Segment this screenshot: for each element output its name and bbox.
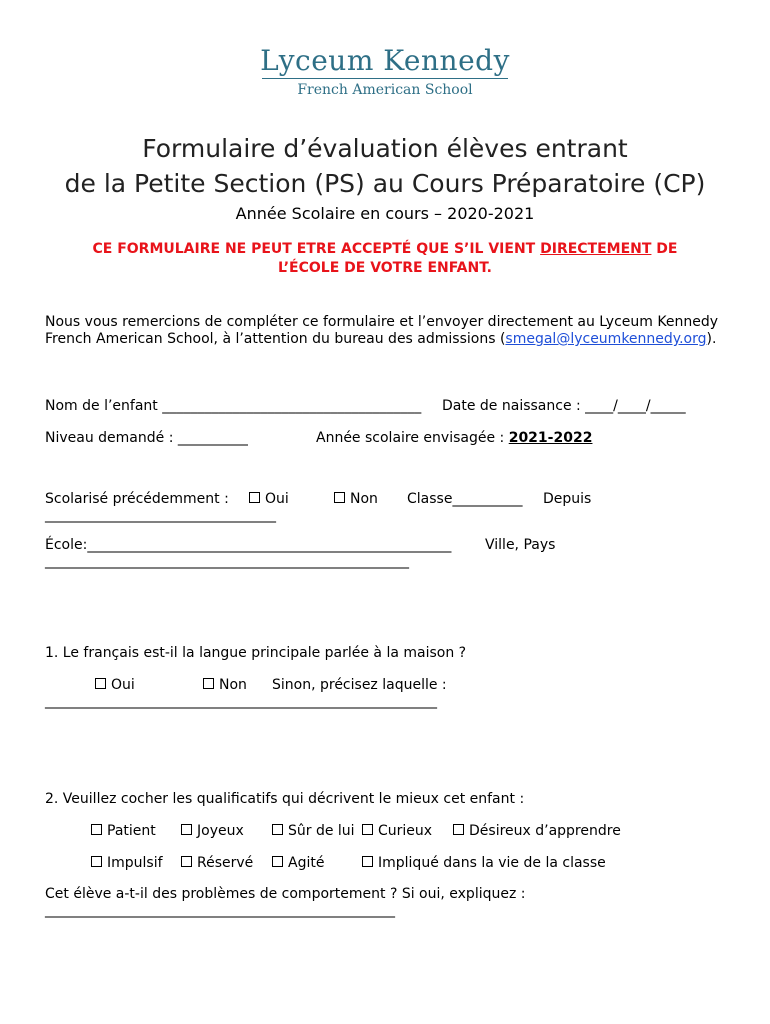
checkbox-icon[interactable] [203,678,214,689]
admissions-email-link[interactable]: smegal@lyceumkennedy.org [505,331,707,347]
schooled-no-checkbox[interactable]: Non [334,491,378,507]
checkbox-icon[interactable] [95,678,106,689]
since-label: Depuis [543,491,592,507]
q2-option-desireux[interactable]: Désireux d’apprendre [453,823,621,839]
checkbox-icon[interactable] [272,824,283,835]
birthdate-field[interactable]: Date de naissance : ____/____/_____ [442,398,686,414]
school-year-current: Année Scolaire en cours – 2020-2021 [235,204,535,223]
q2-option-patient[interactable]: Patient [91,823,156,839]
child-name-field[interactable]: Nom de l’enfant _____________________________________ [45,398,422,414]
checkbox-icon[interactable] [362,856,373,867]
school-logo-subtitle: French American School [297,82,473,98]
schooled-label: Scolarisé précédemment : [45,491,229,507]
intended-year-value: 2021-2022 [508,430,593,446]
checkbox-icon[interactable] [181,856,192,867]
city-country-field[interactable]: ____________________________________________________ [45,553,409,569]
since-field[interactable]: _________________________________ [45,507,276,523]
checkbox-icon[interactable] [272,856,283,867]
question-1: 1. Le français est-il la langue principale parlée à la maison ? [45,645,467,661]
checkbox-icon[interactable] [181,824,192,835]
q2-option-joyeux[interactable]: Joyeux [181,823,244,839]
intended-school-year: Année scolaire envisagée : 2021-2022 [316,430,593,446]
q1-yes-checkbox[interactable]: Oui [95,677,135,693]
city-country-label: Ville, Pays [485,537,556,553]
q1-which-field[interactable]: ________________________________________________________ [45,693,437,709]
form-title-line2: de la Petite Section (PS) au Cours Préparatoire (CP) [64,169,706,198]
checkbox-icon[interactable] [91,856,102,867]
warning-line1: CE FORMULAIRE NE PEUT ETRE ACCEPTÉ QUE S’IL VIENT DIRECTEMENT DE [92,241,678,257]
checkbox-icon[interactable] [453,824,464,835]
logo-divider [262,78,508,79]
question-2: 2. Veuillez cocher les qualificatifs qui décrivent le mieux cet enfant : [45,791,525,807]
school-field[interactable]: École:____________________________________________________ [45,537,452,553]
q2-option-sur-de-lui[interactable]: Sûr de lui [272,823,355,839]
schooled-yes-checkbox[interactable]: Oui [249,491,289,507]
class-field[interactable]: Classe__________ [407,491,523,507]
checkbox-icon[interactable] [91,824,102,835]
q2-option-curieux[interactable]: Curieux [362,823,432,839]
school-logo-name: Lyceum Kennedy [260,44,510,77]
q2-option-agite[interactable]: Agité [272,855,324,871]
warning-emphasis: DIRECTEMENT [540,241,652,257]
intro-line1: Nous vous remercions de compléter ce formulaire et l’envoyer directement au Lyceum Kennedy [45,314,718,330]
behavior-question: Cet élève a-t-il des problèmes de comportement ? Si oui, expliquez : [45,886,526,902]
q1-which-label: Sinon, précisez laquelle : [272,677,447,693]
intro-line2: French American School, à l’attention du bureau des admissions (smegal@lyceumkennedy.org). [45,331,717,347]
level-field[interactable]: Niveau demandé : __________ [45,430,248,446]
q1-no-checkbox[interactable]: Non [203,677,247,693]
checkbox-icon[interactable] [249,492,260,503]
q2-option-impulsif[interactable]: Impulsif [91,855,163,871]
form-title-line1: Formulaire d’évaluation élèves entrant [142,134,628,163]
checkbox-icon[interactable] [362,824,373,835]
q2-option-reserve[interactable]: Réservé [181,855,253,871]
checkbox-icon[interactable] [334,492,345,503]
behavior-field[interactable]: __________________________________________________ [45,902,395,918]
warning-line2: L’ÉCOLE DE VOTRE ENFANT. [278,260,492,276]
q2-option-implique[interactable]: Impliqué dans la vie de la classe [362,855,606,871]
